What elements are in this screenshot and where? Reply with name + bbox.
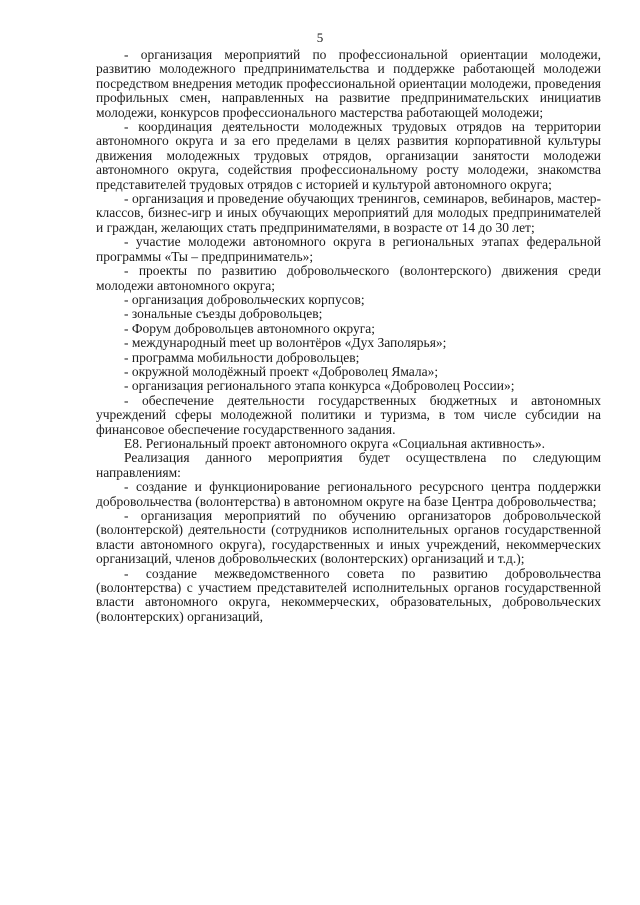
- paragraph: - организация добровольческих корпусов;: [124, 291, 365, 307]
- paragraph: - программа мобильности добровольцев;: [124, 349, 360, 365]
- paragraph: Реализация данного мероприятия будет осуществлена по следующим направлениям:: [96, 450, 601, 480]
- paragraph: - организация и проведение обучающих тренингов, семинаров, вебинаров, мастер-классов, бизнес-игр и иных обучающих мероприятий для молодых предпринимателей и граждан, желающих стать предпринимателями, в возрасте от 14 до 30 лет;: [96, 191, 601, 235]
- page-number: 5: [316, 30, 324, 45]
- paragraph: - проекты по развитию добровольческого (волонтерского) движения среди молодежи автономного округа;: [96, 263, 601, 293]
- paragraph: - организация мероприятий по обучению организаторов добровольческой (волонтерской) деятельности (сотрудников исполнительных органов государственной власти автономного округа), государственных и иных учреждений, некоммерческих организаций, членов добровольческих (волонтерских) организаций и т.д.);: [96, 508, 601, 567]
- paragraph: - участие молодежи автономного округа в региональных этапах федеральной программы «Ты – предприниматель»;: [96, 234, 601, 264]
- paragraph: - обеспечение деятельности государственных бюджетных и автономных учреждений сферы молодежной политики и туризма, в том числе субсидии на финансовое обеспечение государственного задания.: [96, 392, 601, 437]
- paragraph: - зональные съезды добровольцев;: [124, 306, 323, 322]
- body-text: [96, 48, 601, 624]
- paragraph: - создание и функционирование регионального ресурсного центра поддержки добровольчества (волонтерства) в автономном округе на базе Центра добровольчества;: [96, 479, 601, 509]
- paragraph: - окружной молодёжный проект «Доброволец Ямала»;: [124, 363, 439, 379]
- paragraph: - координация деятельности молодежных трудовых отрядов на территории автономного округа и за его пределами в целях развития корпоративной культуры движения молодежных трудовых отрядов, организации занятости молодежи автономного округа, содействия профессиональному росту молодежи, знакомства представителей трудовых отрядов с историей и культурой автономного округа;: [96, 119, 601, 192]
- paragraph: - международный meet up волонтёров «Дух Заполярья»;: [124, 335, 447, 351]
- section-heading: Е8. Региональный проект автономного округа «Социальная активность».: [124, 435, 545, 451]
- paragraph: - создание межведомственного совета по развитию добровольчества (волонтерства) с участием представителей исполнительных органов государственной власти автономного округа, некоммерческих, образовательных, добровольческих (волонтерских) организаций,: [96, 565, 601, 624]
- paragraph: - организация мероприятий по профессиональной ориентации молодежи, развитию молодежного предпринимательства и поддержке работающей молодежи посредством внедрения методик профессиональной ориентации молодежи, проведения профильных смен, направленных на развитие предпринимательских инициатив молодежи, конкурсов профессионального мастерства работающей молодежи;: [96, 47, 601, 120]
- paragraph: - Форум добровольцев автономного округа;: [124, 320, 376, 336]
- paragraph: - организация регионального этапа конкурса «Доброволец России»;: [124, 378, 515, 394]
